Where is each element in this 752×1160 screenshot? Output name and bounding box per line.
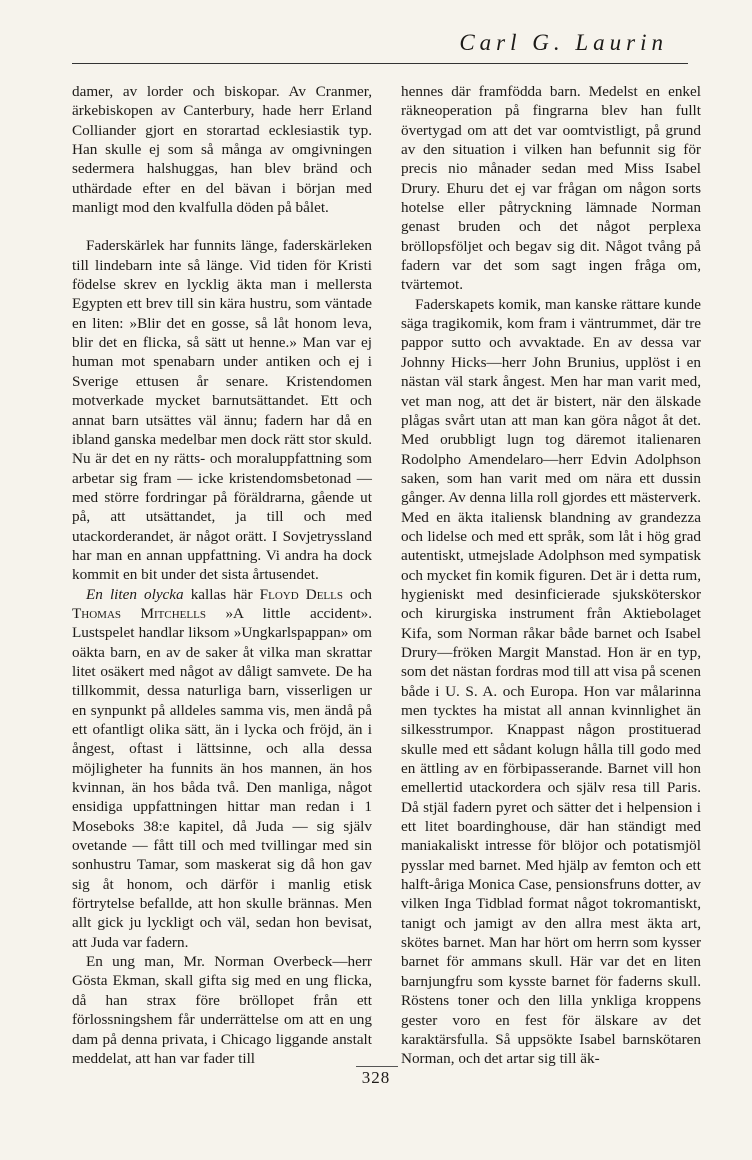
paragraph: damer, av lorder och biskopar. Av Cranmer, ärkebiskopen av Canterbury, hade herr Erland Colliander gjort en storartad ecklesiastik typ. Han skulle ej som så många av omgivningen sedermera halshuggas, han blev bränd och uthärdade efter en del bävan i början med manligt mod den kvalfulla döden på bålet. <box>72 83 372 217</box>
paragraph: En ung man, Mr. Norman Overbeck—herr Gösta Ekman, skall gifta sig med en ung flicka, då han strax före bröllopet från ett förlossningshem får underrättelse om att en ung dam på denna privata, i Chicago liggande anstalt meddelat, att han var fader till <box>72 953 372 1067</box>
author-name: Floyd Dells <box>259 585 343 603</box>
play-title: En liten olycka <box>86 585 184 603</box>
paragraph: Faderskapets komik, man kanske rättare kunde säga tragikomik, kom fram i väntrummet, där tre pappor sutto och avvaktade. En av dessa var Johnny Hicks—herr John Brunius, upplöst i en nästan väl stark ångest. Men har man varit med, vet man nog, att det är bistert, när den älskade plågas svårt utan att man kan göra något åt det. Med orubbligt lugn tog däremot italienaren Rodolpho Amendelaro—herr Edvin Adolphson saken, som han varit med om nära ett dussin gånger. Av denna lilla roll gjordes ett mästerverk. Med en äkta italiensk blandning av grandezza och lidelse och med ett språk, som låt i hög grad autentiskt, utmejslade Adolphson med sympatisk och mycket fin komik figuren. Det är i detta rum, hygieniskt med desinficierade sjuksköterskor och kirurgiska instrument från Aktiebolaget Kifa, som Norman råkar både barnet och Isabel Drury—fröken Margit Manstad. Hon är en typ, som det nästan fordras mod till att visa på scenen både i U. S. A. och Europa. Hon var målarinna men tycktes ha mistat all annan kvinnlighet än silkesstrumpor. Knappast någon prostituerad skulle med ett sådant kolugn hålla till godo med en ättling av en förbipasserande. Barnet vill hon emellertid utackordera och själv resa till Paris. Då stjäl fadern pyret och sätter det i helpension i ett litet boardinghouse, där han ständigt med maniakaliskt intresse för blöjor och potatismjöl pysslar med barnet. Med hjälp av femton och ett halft-åriga Monica Case, pensionsfruns dotter, av vilken Inga Tidblad format något tokromantiskt, tanigt och jamigt av den allra mest äkta art, skötes barnet. Man har hört om herrn som kysser barnet för ammans skull. Här var det en liten barnjungfru som kysste barnet för faderns skull. Röstens toner och den lilla ynkliga kroppens gester voro en fest för älskare av det karaktärsfulla. Så uppsökte Isabel barnskötaren Norman, och det artar sig till äk- <box>401 295 701 1068</box>
running-header: Carl G. Laurin <box>459 30 668 55</box>
header-rule <box>72 63 688 64</box>
text-run: kallas här <box>183 585 260 603</box>
page-number: 328 <box>361 1068 391 1087</box>
right-column <box>401 82 701 1069</box>
paragraph: hennes där framfödda barn. Medelst en enkel räkneoperation på fingrarna blev han fullt övertygad om att det var oomtvistligt, på grund av den situation i vilken han befunnit sig för precis nio månader sedan med Miss Isabel Drury. Ehuru det ej var frågan om någon sorts hotelse eller påtryckning lämnade Norman genast bruden och det något perplexa bröllopsföljet och begav sig dit. Något tvång på fadern var det som sagt ingen fråga om, tvärtemot. <box>401 83 701 294</box>
left-column <box>72 82 372 1068</box>
paragraph: Faderskärlek har funnits länge, faderskärleken till lindebarn inte så länge. Vid tiden för Kristi födelse skrev en lycklig äkta man i mellersta Egypten ett brev till sin kära hustru, som väntade en liten: »Blir det en gosse, så låt honom leva, blir det en flicka, så sätt ut henne.» Man var ej human mot spenabarn under antiken och ej i Sverige ettusen år senare. Kristendomen motverkade mycket barnutsättandet. Ett och annat barn utsättes väl ännu; fadern har då en ibland ganska medelbar men dock rätt stor skuld. Nu är det en ny rätts- och moraluppfattning som arbetar sig fram — icke kristendomsbetonad — med större fordringar på föräldrarna, gående ut på, att utsättandet, ja till och med utackorderandet, är något orätt. I Sovjetryssland har man en annan uppfattning. Vi andra ha dock kommit en bit under det sista årtusendet. <box>72 237 372 584</box>
folio-rule <box>356 1066 398 1067</box>
author-name: Thomas Mitchells <box>72 604 206 622</box>
paragraph <box>72 585 372 953</box>
text-run: »A little accident». Lustspelet handlar liksom »Ungkarlspappan» om oäkta barn, en av de saker åt vilka man skrattar litet osäkert med något av dåligt samvete. De ha tillkommit, dessa naturliga barn, visserligen ur en synpunkt på alldeles samma vis, men ändå på ett ofantligt olika sätt, än i lycka och fröjd, än i ångest, oftast i lättsinne, och alla dessa möjligheter ha funnits än hos mannen, än hos kvinnan, än hos båda två. Den manliga, något ensidiga uppfattningen hittar man redan i 1 Moseboks 38:e kapitel, då Juda — sig själv ovetande — fått till och med tvillingar med sin sonhustru Tamar, som maskerat sig då hon gav sig åt honom, och därför i manlig etisk förtrytelse befallde, att hon skulle brännas. Men allt gick ju lyckligt och väl, sedan hon bevisat, att Juda var fadern. <box>72 604 372 951</box>
text-run: och <box>342 585 372 603</box>
